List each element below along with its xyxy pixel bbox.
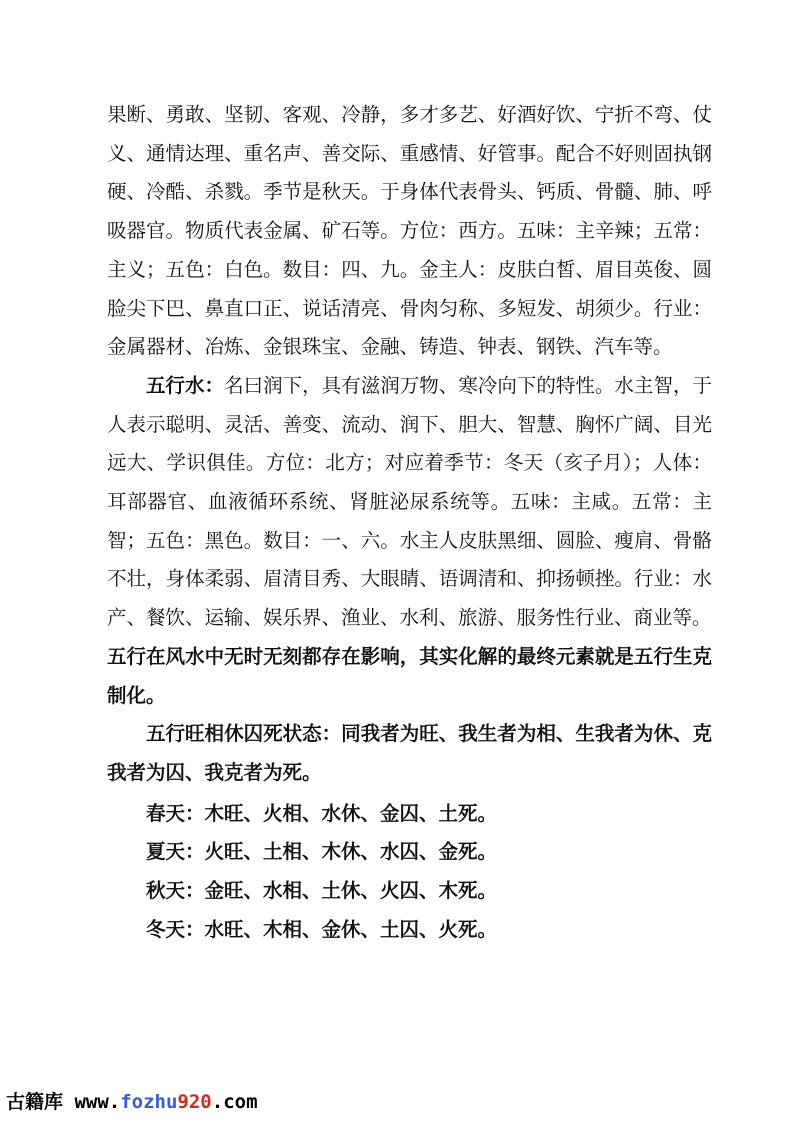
fengshui-statement: 五行在风水中无时无刻都存在影响，其实化解的最终元素就是五行生克制化。	[107, 644, 712, 707]
season-line-summer: 夏天：火旺、土相、木休、水囚、金死。	[146, 840, 498, 864]
water-element-paragraph	[107, 367, 712, 638]
watermark-domain-number: 920	[177, 1091, 212, 1113]
season-line-spring: 春天：木旺、火相、水休、金囚、土死。	[146, 801, 498, 825]
season-list	[107, 795, 712, 950]
site-watermark	[6, 1091, 258, 1113]
water-element-heading: 五行水：	[146, 373, 225, 397]
watermark-site-name: 古籍库	[6, 1091, 64, 1113]
season-line-autumn: 秋天：金旺、水相、土休、火囚、木死。	[146, 879, 498, 903]
document-page	[107, 96, 712, 949]
wangxiang-intro: 五行旺相休囚死状态：同我者为旺、我生者为相、生我者为休、克我者为囚、我克者为死。	[107, 722, 712, 784]
metal-element-paragraph: 果断、勇敢、坚韧、客观、冷静，多才多艺、好酒好饮、宁折不弯、仗义、通情达理、重名声、善交际、重感情、好管事。配合不好则固执钢硬、冷酷、杀戮。季节是秋天。于身体代表骨头、钙质、骨髓、肺、呼吸器官。物质代表金属、矿石等。方位：西方。五味：主辛辣；五常：主义；五色：白色。数目：四、九。金主人：皮肤白皙、眉目英俊、圆脸尖下巴、鼻直口正、说话清亮、骨肉匀称、多短发、胡须少。行业：金属器材、冶炼、金银珠宝、金融、铸造、钟表、钢铁、汽车等。	[107, 103, 712, 359]
water-element-body: 名曰润下，具有滋润万物、寒冷向下的特性。水主智，于人表示聪明、灵活、善变、流动、润下、胆大、智慧、胸怀广阔、目光远大、学识俱佳。方位：北方；对应着季节：冬天（亥子月）；人体：耳部器官、血液循环系统、肾脏泌尿系统等。五味：主咸。五常：主智；五色：黑色。数目：一、六。水主人皮肤黑细、圆脸、瘦肩、骨骼不壮，身体柔弱、眉清目秀、大眼睛、语调清和、抑扬顿挫。行业：水产、餐饮、运输、娱乐界、渔业、水利、旅游、服务性行业、商业等。	[107, 373, 712, 630]
watermark-suffix: .com	[211, 1091, 258, 1113]
watermark-domain-word: fozhu	[120, 1091, 178, 1113]
watermark-prefix: www.	[63, 1091, 121, 1113]
season-line-winter: 冬天：水旺、木相、金休、土囚、火死。	[146, 917, 498, 941]
